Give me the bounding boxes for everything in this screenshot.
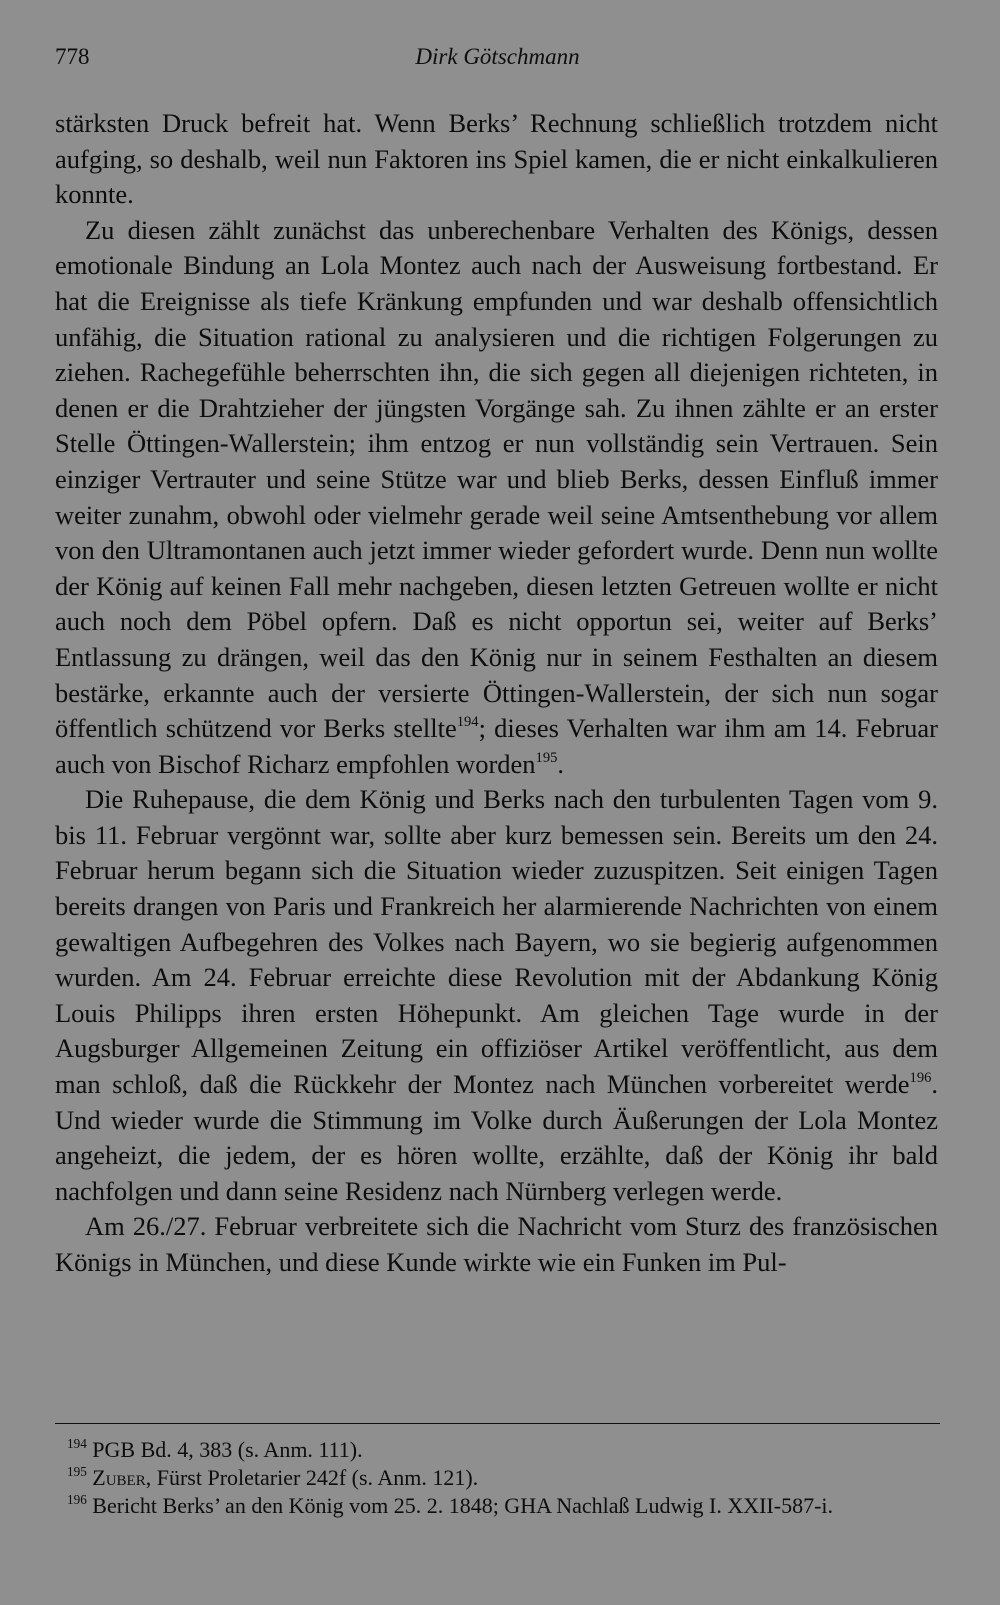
footnote-number: 195 [67,1463,87,1479]
text-span: , Fürst Proletarier 242f (s. Anm. 121). [145,1465,479,1490]
paragraph [55,782,938,1209]
footnote-reference: 195 [535,749,558,766]
paragraph [55,1209,938,1280]
footnote-reference: 194 [456,714,479,731]
text-span: ; dieses Verhalten war ihm am 14. Februar auch von Bischof Richarz empfohlen worden [55,713,939,779]
text-span: Zu diesen zählt zunächst das unberechenbare Verhalten des Königs, dessen emotionale Bindung an Lola Montez auch nach der Ausweisung fortbestand. Er hat die Ereignisse als tiefe Kränkung empfunden und war deshalb offensichtlich unfähig, die Situation rational zu analysieren und die richtigen Folgerungen zu ziehen. Rachegefühle beherrschten ihn, die sich gegen all diejenigen richteten, in denen er die Drahtzieher der jüngsten Vorgänge sah. Zu ihnen zählte er an erster Stelle Öttingen-Wallerstein; ihm entzog er nun vollständig sein Vertrauen. Sein einziger Vertrauter und seine Stütze war und blieb Berks, dessen Einfluß immer weiter zunahm, obwohl oder vielmehr gerade weil seine Amtsenthebung vor allem von den Ultramontanen auch jetzt immer wieder gefordert wurde. Denn nun wollte der König auf keinen Fall mehr nachgeben, diesen letzten Getreuen wollte er nicht auch noch dem Pöbel opfern. Daß es nicht opportun sei, weiter auf Berks’ Entlassung zu drängen, weil das den König nur in seinem Festhalten an diesem bestärke, erkannte auch der versierte Öttingen-Wallerstein, der sich nun sogar öffentlich schützend vor Berks stellte [55,214,938,744]
text-span: . [557,748,565,779]
footnote-rule [55,1423,940,1424]
footnote [55,1492,938,1520]
paragraph [55,106,938,213]
footnote [55,1436,938,1464]
text-span: Bericht Berks’ an den König vom 25. 2. 1848; GHA Nachlaß Ludwig I. XXII-587-i. [92,1493,834,1518]
footnotes [55,1436,938,1520]
footnote-reference: 196 [909,1070,932,1087]
footnote [55,1464,938,1492]
text-span: PGB Bd. 4, 383 (s. Anm. 111). [92,1437,363,1462]
text-span: Die Ruhepause, die dem König und Berks nach den turbulenten Tagen vom 9. bis 11. Februar vergönnt war, sollte aber kurz bemessen sein. Bereits um den 24. Februar herum begann sich die Situation wieder zuzuspitzen. Seit einigen Tagen bereits drangen von Paris und Frankreich her alarmierende Nachrichten von einem gewaltigen Aufbegehren des Volkes nach Bayern, wo sie begierig aufgenommen wurden. Am 24. Februar erreichte diese Revolution mit der Abdankung König Louis Philipps ihren ersten Höhepunkt. Am gleichen Tage wurde in der Augsburger Allgemeinen Zeitung ein offiziöser Artikel veröffentlicht, aus dem man schloß, daß die Rückkehr der Montez nach München vorbereitet werde [55,784,938,1100]
page-number: 778 [55,44,90,69]
text-span: . Und wieder wurde die Stimmung im Volke durch Äußerungen der Lola Montez angeheizt, die jedem, der es hören wollte, erzählte, daß der König ihr bald nachfolgen und dann seine Residenz nach Nürnberg verlegen werde. [55,1069,938,1206]
text-span: stärksten Druck befreit hat. Wenn Berks’ Rechnung schließlich trotzdem nicht aufging, so deshalb, weil nun Faktoren ins Spiel kamen, die er nicht einkalkulieren konnte. [55,108,938,210]
page-header [55,40,940,80]
text-span: Am 26./27. Februar verbreitete sich die Nachricht vom Sturz des französischen Königs in München, und diese Kunde wirkte wie ein Funken im Pul- [55,1211,938,1277]
author-name: Zuber [92,1465,146,1490]
paragraph [55,213,938,783]
running-head: Dirk Götschmann [415,44,580,69]
body-text [55,106,938,1281]
footnote-number: 194 [67,1435,87,1451]
footnote-number: 196 [67,1491,87,1507]
